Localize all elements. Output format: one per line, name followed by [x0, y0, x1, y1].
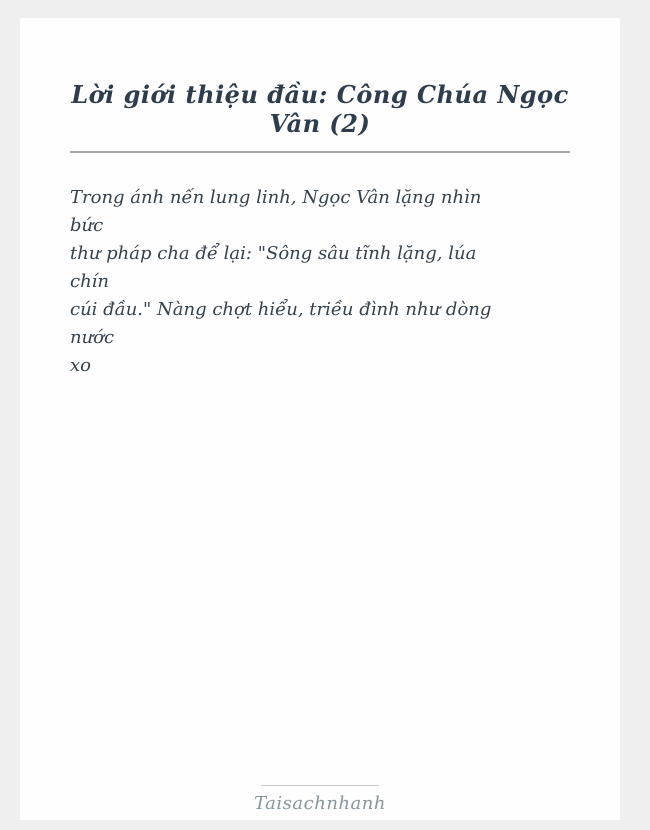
chapter-title: Lời giới thiệu đầu: Công Chúa Ngọc Vân (2): [71, 80, 569, 138]
body-line: bức: [70, 215, 104, 236]
footer-divider: [261, 785, 379, 786]
body-line: xo: [70, 355, 91, 376]
footer-brand: Taisachnhanh: [254, 793, 386, 814]
body-line: Trong ánh nến lung linh, Ngọc Vân lặng nhìn: [70, 187, 482, 208]
page-footer: [20, 785, 620, 814]
body-line: chín: [70, 271, 110, 292]
body-line: nước: [70, 327, 115, 348]
title-divider: [70, 151, 570, 153]
document-page: [20, 18, 620, 820]
body-line: thư pháp cha để lại: "Sông sâu tĩnh lặng, lúa: [70, 243, 477, 264]
chapter-body: [70, 184, 570, 380]
body-line: cúi đầu." Nàng chợt hiểu, triều đình như dòng: [70, 299, 492, 320]
